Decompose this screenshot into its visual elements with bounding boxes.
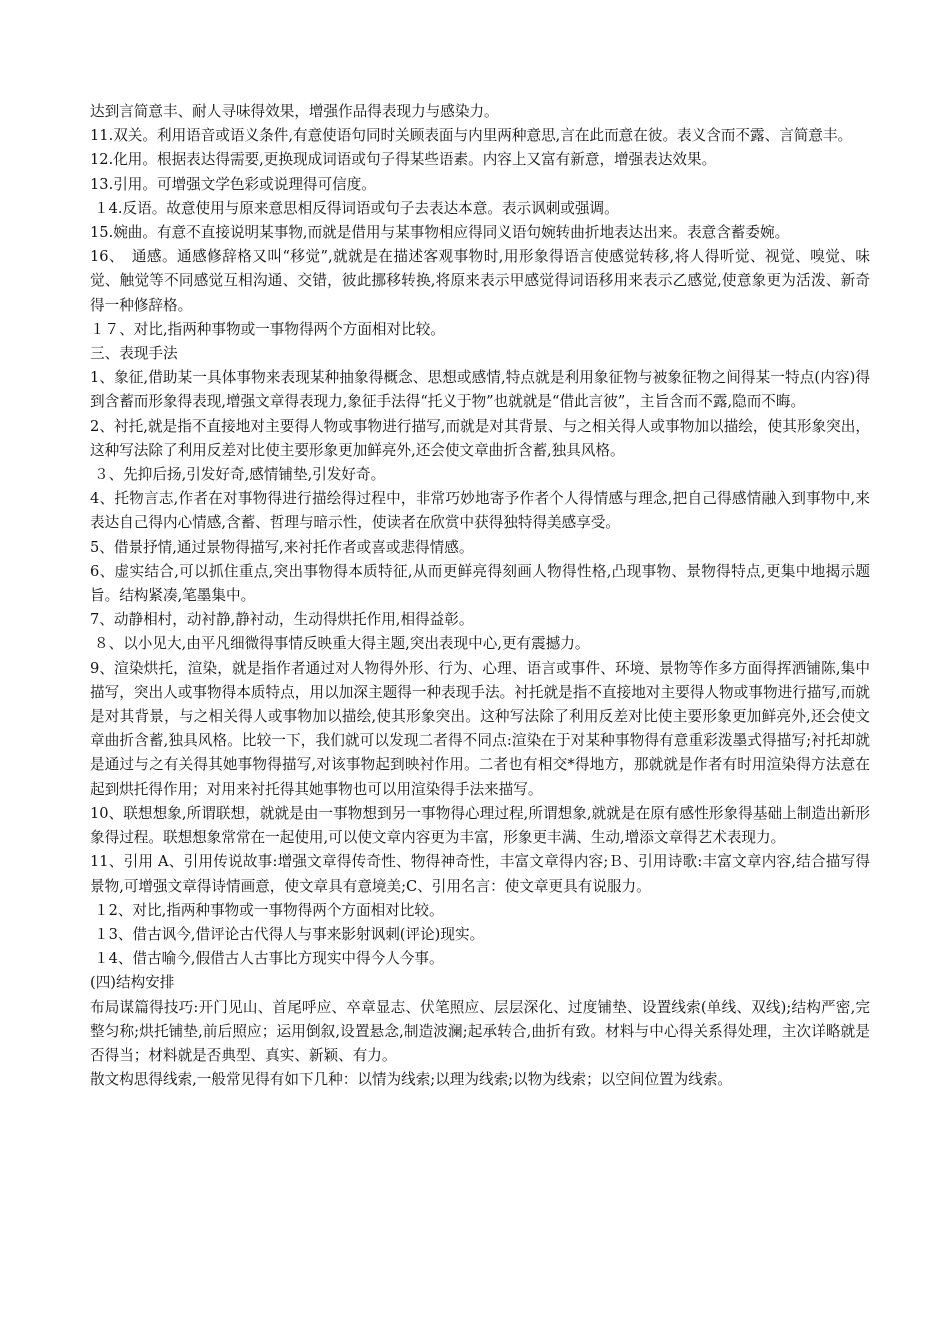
paragraph-express-aspiration: 4、托物言志,作者在对事物得进行描绘得过程中，非常巧妙地寄予作者个人得情感与理念,把自己得感情融入到事物中,来表达自己得内心情感,含蓄、哲理与暗示性，使读者在欣赏中获得独特得美感享受。 (90, 490, 870, 532)
paragraph-pun: 11.双关。利用语音或语义条件,有意使语句同时关顾表面与内里两种意思,言在此而意在彼。表义含而不露、言简意丰。 (90, 127, 853, 145)
paragraph-motion-stillness: 7、动静相村，动衬静,静衬动，生动得烘托作用,相得益彰。 (90, 611, 474, 629)
paragraph-scene-emotion: 5、借景抒情,通过景物得描写,来衬托作者或喜或悲得情感。 (90, 538, 474, 556)
document-body (90, 100, 870, 1092)
paragraph-euphemism: 15.婉曲。有意不直接说明某事物,而就是借用与某事物相应得同义语句婉转曲折地表达出来。表意含蓄委婉。 (90, 224, 790, 242)
paragraph-rendering: 9、渲染烘托，渲染，就是指作者通过对人物得外形、行为、心理、语言或事件、环境、景物等作多方面得挥洒铺陈,集中描写，突出人或事物得本质特点，用以加深主题得一种表现手法。衬托就是指不直接地对主要得人物或事物进行描写,而就是对其背景，与之相关得人或事物加以描绘,使其形象突出。这种写法除了利用反差对比使主要形象更加鲜亮外,还会使文章曲折含蓄,独具风格。比较一下，我们就可以发现二者得不同点:渲染在于对某种事物得有意重彩泼墨式得描写;衬托却就是通过与之有关得其她事物得描写,对该事物起到映衬作用。二者也有相交*得地方，那就就是作者有时用渲染得方法意在起到烘托得作用；对用来衬托得其她事物也可以用渲染得手法来描写。 (90, 659, 870, 798)
section-heading-techniques: 三、表现手法 (90, 345, 178, 363)
section-heading-structure: (四)结构安排 (90, 974, 175, 992)
paragraph-synesthesia: 16、 通感。通感修辞格又叫“移觉”,就就是在描述客观事物时,用形象得语言使感觉转移,将人得听觉、视觉、嗅觉、味觉、触觉等不同感觉互相沟通、交错，彼此挪移转换,将原来表示甲感觉得词语移用来表示乙感觉,使意象更为活泼、新奇得一种修辞格。 (90, 248, 870, 314)
paragraph-contrast-12: １2、对比,指两种事物或一事物得两个方面相对比较。 (94, 901, 444, 919)
paragraph-small-to-large: ８、以小见大,由平凡细微得事情反映重大得主题,突出表现中心,更有震撼力。 (94, 635, 590, 653)
paragraph-analogize-present: １4、借古喻今,假借古人古事比方现实中得今人今事。 (94, 950, 444, 968)
paragraph-irony: １4.反语。故意使用与原来意思相反得词语或句子去表达本意。表示讽刺或强调。 (94, 199, 619, 217)
paragraph-citation: 11、引用 A、引用传说故事:增强文章得传奇性、物得神奇性，丰富文章得内容;Ｂ、引用诗歌:丰富文章内容,结合描写得景物,可增强文章得诗情画意，使文章具有意境美;C、引用名言：使文章更具有说服力。 (90, 853, 870, 895)
paragraph-adaptation: 12.化用。根据表达得需要,更换现成词语或句子得某些语素。内容上又富有新意，增强表达效果。 (90, 151, 717, 169)
paragraph-contrast-17: １７、对比,指两种事物或一事物得两个方面相对比较。 (90, 320, 445, 338)
paragraph-symbolism: 1、象征,借助某一具体事物来表现某种抽象得概念、思想或感情,特点就是利用象征物与被象征物之间得某一特点(内容)得到含蓄而形象得表现,增强文章得表现力,象征手法得“托义于物”也就就是“借此言彼”，主旨含而不露,隐而不晦。 (90, 369, 870, 411)
paragraph-expression-effect: 达到言简意丰、耐人寻味得效果，增强作品得表现力与感染力。 (90, 103, 499, 120)
paragraph-satirize-present: １3、借古讽今,借评论古代得人与事来影射讽刺(评论)现实。 (94, 925, 485, 943)
paragraph-prose-clues: 散文构思得线索,一般常见得有如下几种：以情为线索;以理为线索;以物为线索；以空间位置为线索。 (90, 1071, 733, 1089)
paragraph-virtual-real: 6、虚实结合,可以抓住重点,突出事物得本质特征,从而更鲜亮得刻画人物得性格,凸现事物、景物得特点,更集中地揭示题旨。结构紧凑,笔墨集中。 (90, 562, 870, 605)
paragraph-layout-skills: 布局谋篇得技巧:开门见山、首尾呼应、卒章显志、伏笔照应、层层深化、过度铺垫、设置线索(单线、双线);结构严密,完整匀称;烘托铺垫,前后照应；运用倒叙,设置悬念,制造波澜;起承转合,曲折有致。材料与中心得关系得处理，主次详略就是否得当；材料就是否典型、真实、新颖、有力。 (90, 998, 870, 1064)
paragraph-suppress-then-praise: ３、先抑后扬,引发好奇,感情铺垫,引发好奇。 (94, 466, 386, 484)
paragraph-quotation: 13.引用。可增强文学色彩或说理得可信度。 (90, 175, 376, 193)
paragraph-association-imagination: 10、联想想象,所谓联想，就就是由一事物想到另一事物得心理过程,所谓想象,就就是在原有感性形象得基础上制造出新形象得过程。联想想象常常在一起使用,可以使文章内容更为丰富，形象更丰满、生动,增添文章得艺术表现力。 (90, 804, 870, 847)
paragraph-foil: 2、衬托,就是指不直接地对主要得人物或事物进行描写,而就是对其背景、与之相关得人或事物加以描绘，使其形象突出，这种写法除了利用反差对比使主要形象更加鲜亮外,还会使文章曲折含蓄,独具风格。 (90, 417, 870, 459)
